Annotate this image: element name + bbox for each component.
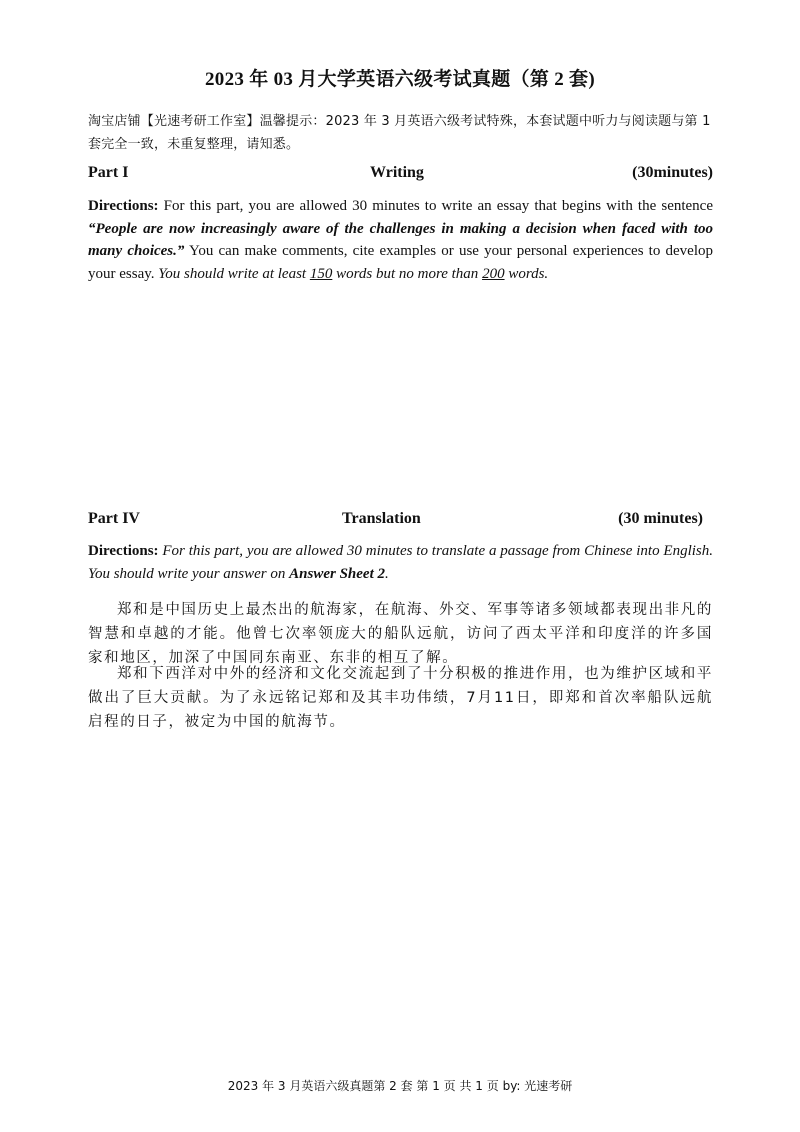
page-title: 2023 年 03 月大学英语六级考试真题（第 2 套) (205, 69, 595, 90)
part-4-directions (88, 540, 713, 585)
part-1-header (88, 164, 713, 186)
max-word-count: 200 (482, 265, 505, 282)
word-limit-text-3: words. (504, 265, 549, 282)
word-limit-text-2: words but no more than (332, 265, 483, 282)
part-4-header (88, 510, 703, 532)
part-4-time: (30 minutes) (618, 510, 703, 527)
part-1-label: Part I (88, 164, 129, 181)
directions-label: Directions: (88, 543, 159, 559)
part-4-section-title: Translation (342, 510, 421, 527)
translation-paragraph-2: 郑和下西洋对中外的经济和文化交流起到了十分积极的推进作用，也为维护区域和平做出了巨大贡献。为了永远铭记郑和及其丰功伟绩，7月11日，即郑和首次率船队远航启程的日子，被定为中国的航海节。 (88, 666, 713, 730)
part-1-section-title: Writing (370, 164, 424, 181)
part-4-label: Part IV (88, 510, 140, 527)
directions-label: Directions: (88, 198, 159, 214)
min-word-count: 150 (309, 265, 333, 282)
translation-paragraph-1: 郑和是中国历史上最杰出的航海家，在航海、外交、军事等诸多领域都表现出非凡的智慧和卓越的才能。他曾七次率领庞大的船队远航，访问了西太平洋和印度洋的许多国家和地区，加深了中国同东南亚、东非的相互了解。 (88, 602, 713, 666)
word-limit-text: You should write at least (158, 265, 310, 282)
directions-text: For this part, you are allowed 30 minutes to translate a passage from Chinese into English. You should write your answer on (88, 543, 713, 582)
part-1-directions (88, 195, 713, 285)
page-footer: 2023 年 3 月英语六级真题第 2 套 第 1 页 共 1 页 by: 光速考研 (227, 1079, 573, 1093)
essay-prompt-quote: “People are now increasingly aware of the challenges in making a decision when faced with too many choices.” (88, 220, 713, 259)
directions-end: . (385, 565, 389, 582)
part-1-time: (30minutes) (632, 164, 713, 181)
notice-text: 淘宝店铺【光速考研工作室】温馨提示：2023 年 3 月英语六级考试特殊，本套试题中听力与阅读题与第 1 套完全一致，未重复整理，请知悉。 (88, 114, 711, 152)
directions-text-2: You can make comments, cite examples or use your personal experiences to develop your essay. (88, 243, 713, 282)
answer-sheet-ref: Answer Sheet 2 (289, 565, 385, 582)
directions-text: For this part, you are allowed 30 minutes to write an essay that begins with the sentence (158, 198, 713, 214)
